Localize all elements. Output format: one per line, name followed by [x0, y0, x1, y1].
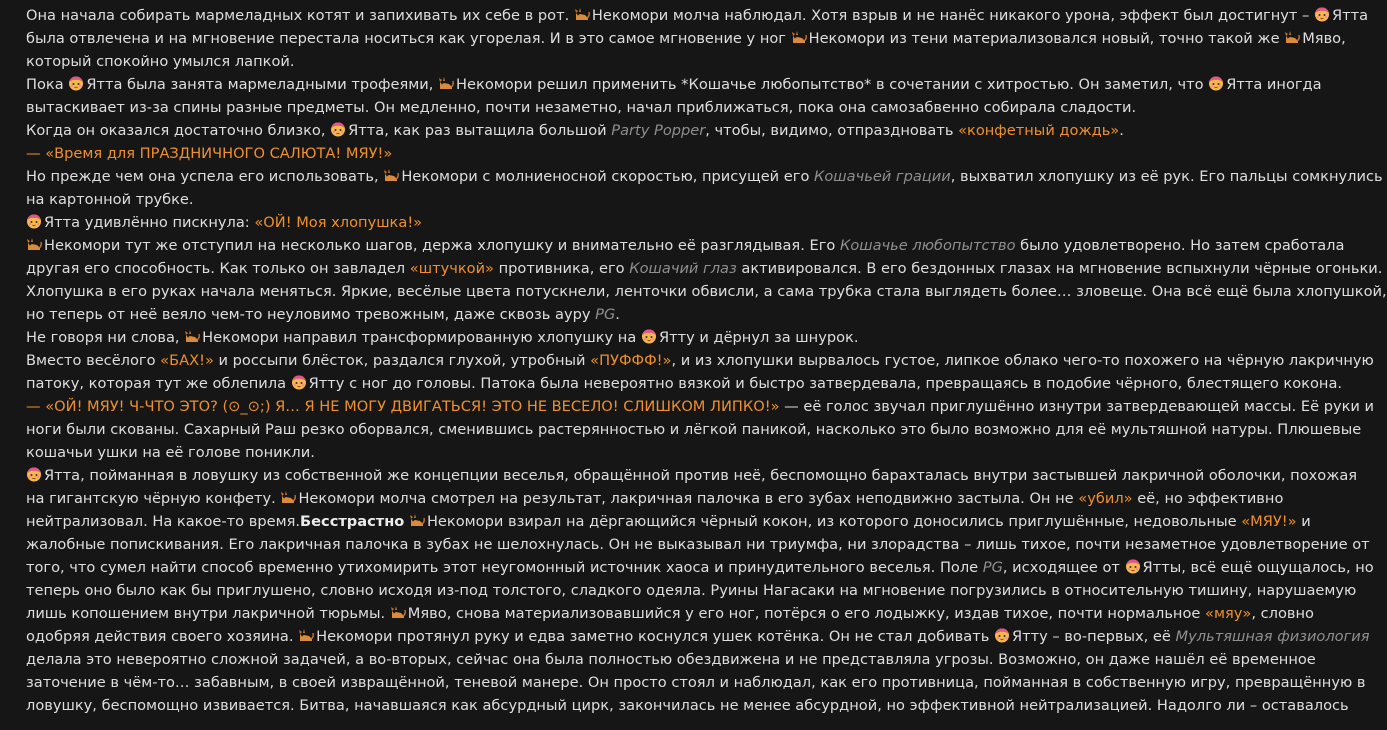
text-segment: кошачьи ушки на её голове поникли.	[26, 444, 315, 461]
text-segment: но теперь от неё веяло чем-то неуловимо тревожным, даже сквозь ауру	[26, 306, 596, 323]
girl-face-icon	[994, 627, 1010, 643]
text-segment: противника, его	[493, 260, 630, 277]
girl-face-icon	[1208, 75, 1224, 91]
text-segment: жалобные попискивания. Его лакричная палочка в зубах не шелохнулась. Он не выказывал ни триумфа, ни злорадства – лишь тихое, почти незаметное удовлетворение от	[26, 536, 1370, 553]
text-line	[26, 96, 1346, 119]
cat-icon	[26, 236, 42, 252]
term-text: Кошачьей грации	[814, 168, 951, 185]
term-text: PG	[595, 306, 616, 323]
girl-face-icon	[26, 466, 42, 482]
text-segment: делала это невероятно сложной задачей, а во-вторых, сейчас она была полностью обездвижена и не представляла угрозы. Возможно, он даже нашёл её временное	[26, 651, 1316, 668]
text-line	[26, 165, 1383, 188]
cat-icon	[574, 6, 590, 22]
text-segment: на гигантскую чёрную конфету.	[26, 490, 281, 507]
text-segment: Ятту – во-первых, её	[1011, 628, 1176, 645]
text-line	[26, 579, 1357, 602]
text-segment: который спокойно умылся лапкой.	[26, 53, 295, 70]
quoted-speech: «убил»	[1078, 490, 1133, 507]
text-segment: Вместо весёлого	[26, 352, 161, 369]
term-text: Мультяшная физиология	[1175, 628, 1370, 645]
text-segment: , словно	[1251, 605, 1314, 622]
text-segment: — её голос звучал приглушённо изнутри затвердевающей массы. Её руки и	[779, 398, 1375, 415]
quoted-speech: «МЯУ!»	[1241, 513, 1297, 530]
text-segment: была отвлечена и на мгновение перестала носиться как угорелая. И в это самое мгновение у ног	[26, 30, 791, 47]
text-segment: Ятта	[1331, 7, 1369, 24]
text-segment: Некомори направил трансформированную хлопушку на	[202, 329, 641, 346]
text-line	[26, 188, 1346, 211]
quoted-speech: «конфетный дождь»	[958, 122, 1120, 139]
text-segment: Ятта была занята мармеладными трофеями,	[86, 76, 439, 93]
text-line	[26, 303, 1346, 326]
text-segment: .	[615, 306, 620, 323]
girl-face-icon	[291, 374, 307, 390]
cat-icon	[184, 328, 200, 344]
girl-face-icon	[330, 121, 346, 137]
text-line	[26, 142, 1346, 165]
text-segment: и россыпи блёсток, раздался глухой, утробный	[213, 352, 591, 369]
text-segment: , и из хлопушки вырвалось густое, липкое облако чего-то похожего на чёрную лакричную	[671, 352, 1374, 369]
cat-icon	[390, 604, 406, 620]
text-line	[26, 211, 1346, 234]
text-segment: Некомори решил применить *Кошачье любопытство* в сочетании с хитростью. Он заметил, что	[456, 76, 1209, 93]
text-segment: Ятта, пойманная в ловушку из собственной же концепции веселья, обращённой против неё, беспомощно барахталась внутри застывшей лакричной оболочки, похожая	[44, 467, 1358, 484]
girl-face-icon	[68, 75, 84, 91]
text-segment: лишь копошением внутри лакричной тюрьмы.	[26, 605, 390, 622]
term-text: PG	[982, 559, 1003, 576]
text-segment: и	[1296, 513, 1311, 530]
text-segment: патоку, которая тут же облепила	[26, 375, 291, 392]
text-line	[26, 395, 1375, 418]
cat-icon	[298, 627, 314, 643]
text-segment: Некомори с молниеносной скоростью, присущей его	[401, 168, 815, 185]
bottom-fade	[0, 720, 1387, 730]
girl-face-icon	[26, 213, 42, 229]
text-line	[26, 464, 1358, 487]
quoted-speech: «штучкой»	[409, 260, 494, 277]
text-segment: Некомори молча смотрел на результат, лакричная палочка в его зубах неподвижно застыла. Он не	[298, 490, 1079, 507]
text-segment: Ятта удивлённо пискнула:	[44, 214, 255, 231]
text-segment: Пока	[26, 76, 69, 93]
text-segment: Некомори из тени материализовался новый, точно такой же	[808, 30, 1285, 47]
text-segment: Хлопушка в его руках начала меняться. Яркие, весёлые цвета потускнели, ленточки обвисли, а сама трубка стала выглядеть более… зловеще. Она всё ещё была хлопушкой,	[26, 283, 1387, 300]
text-segment: Ятту с ног до головы. Патока была невероятно вязкой и быстро затвердевала, превращаясь в подобие чёрного, блестящего кокона.	[308, 375, 1343, 392]
text-line	[26, 418, 1362, 441]
text-line	[26, 602, 1346, 625]
girl-face-icon	[1125, 558, 1141, 574]
girl-face-icon	[1314, 6, 1330, 22]
text-segment: Ятту и дёрнул за шнурок.	[658, 329, 859, 346]
quoted-speech: «ПУФФФ!»	[590, 352, 672, 369]
text-segment: Она начала собирать мармеладных котят и запихивать их себе в рот.	[26, 7, 574, 24]
text-line	[26, 694, 1349, 717]
cat-icon	[791, 29, 807, 45]
quoted-speech: — «ОЙ! МЯУ! Ч-ЧТО ЭТО? (⊙_⊙;) Я… Я НЕ МОГУ ДВИГАТЬСЯ! ЭТО НЕ ВЕСЕЛО! СЛИШКОМ ЛИПКО!»	[26, 398, 780, 415]
text-segment: того, что сумел найти способ временно утихомирить этот неугомонный источник хаоса и принудительного веселья. Поле	[26, 559, 983, 576]
text-line	[26, 441, 1346, 464]
text-segment: Не говоря ни слова,	[26, 329, 185, 346]
text-segment: , выхватил хлопушку из её рук. Его пальцы сомкнулись	[950, 168, 1383, 185]
quoted-speech: «мяу»	[1205, 605, 1252, 622]
text-segment: Мяво,	[1302, 30, 1346, 47]
text-segment: теперь оно было как бы приглушено, словно исходя из-под толстого, сладкого одеяла. Руины Нагасаки на мгновение погрузились в относительную тишину, нарушаемую	[26, 582, 1357, 599]
text-line	[26, 4, 1369, 27]
text-line	[26, 671, 1366, 694]
cat-icon	[280, 489, 296, 505]
text-line	[26, 27, 1346, 50]
text-line	[26, 510, 1346, 533]
text-line	[26, 648, 1346, 671]
quoted-speech: «ОЙ! Моя хлопушка!»	[254, 214, 423, 231]
text-segment: Некомори молча наблюдал. Хотя взрыв и не нанёс никакого урона, эффект был достигнут –	[591, 7, 1314, 24]
text-segment: Ятты, всё ещё ощущалось, но	[1142, 559, 1374, 576]
text-segment: , исходящее от	[1002, 559, 1125, 576]
text-segment: Некомори протянул руку и едва заметно коснулся ушек котёнка. Он не стал добивать	[316, 628, 994, 645]
text-segment: .	[1119, 122, 1124, 139]
text-segment: было удовлетворено. Но затем сработала	[1015, 237, 1345, 254]
text-segment: ловушку, беспомощно извивается. Битва, начавшаяся как абсурдный цирк, закончилась не менее абсурдной, но эффективной нейтрализацией. Надолго ли – оставалось	[26, 697, 1349, 714]
cat-icon	[409, 512, 425, 528]
text-segment: одобряя действия своего хозяина.	[26, 628, 299, 645]
text-line	[26, 280, 1387, 303]
text-line	[26, 50, 1346, 73]
quoted-speech: — «Время для ПРАЗДНИЧНОГО САЛЮТА! МЯУ!»	[26, 145, 393, 162]
text-segment: Когда он оказался достаточно близко,	[26, 122, 331, 139]
text-segment: на картонной трубке.	[26, 191, 194, 208]
term-text: Кошачий глаз	[629, 260, 737, 277]
text-line	[26, 73, 1346, 96]
text-segment: Некомори взирал на дёргающийся чёрный кокон, из которого доносились приглушённые, недовольные	[426, 513, 1242, 530]
cat-icon	[438, 75, 454, 91]
text-segment: заточение в чём-то… забавным, в своей извращённой, теневой манере. Он просто стоял и наблюдал, как его противница, пойманная в собственную игру, превращённую в	[26, 674, 1366, 691]
text-segment: вытаскивает из-за спины разные предметы. Он медленно, почти незаметно, начал приближаться, пока она самозабвенно собирала сладости.	[26, 99, 1137, 116]
girl-face-icon	[641, 328, 657, 344]
text-segment: Но прежде чем она успела его использовать,	[26, 168, 384, 185]
text-line	[26, 326, 1346, 349]
text-segment: нейтрализовал. На какое-то время.	[26, 513, 301, 530]
text-line	[26, 487, 1346, 510]
text-line	[26, 234, 1346, 257]
text-segment: Мяво, снова материализовавшийся у его ног, потёрся о его лодыжку, издав тихое, почти нормальное	[407, 605, 1206, 622]
text-segment: активировался. В его бездонных глазах на мгновение вспыхнули чёрные огоньки.	[736, 260, 1383, 277]
text-line	[26, 349, 1374, 372]
text-line	[26, 372, 1346, 395]
text-line	[26, 533, 1370, 556]
text-segment: Некомори тут же отступил на несколько шагов, держа хлопушку и внимательно её разглядывая. Его	[44, 237, 840, 254]
text-segment: её, но эффективно	[1132, 490, 1284, 507]
text-line	[26, 257, 1383, 280]
term-text: Party Popper	[611, 122, 706, 139]
text-segment: , чтобы, видимо, отпраздновать	[705, 122, 959, 139]
text-line	[26, 625, 1370, 648]
text-segment: Ятта иногда	[1226, 76, 1322, 93]
text-line	[26, 556, 1374, 579]
quoted-speech: «БАХ!»	[160, 352, 214, 369]
cat-icon	[1284, 29, 1300, 45]
text-segment: ноги были скованы. Сахарный Раш резко оборвался, сменившись растерянностью и лёгкой паникой, насколько это было возможно для её мультяшной натуры. Плюшевые	[26, 421, 1362, 438]
cat-icon	[383, 167, 399, 183]
text-segment: Ятта, как раз вытащила большой	[348, 122, 612, 139]
text-segment: другая его способность. Как только он завладел	[26, 260, 410, 277]
term-text: Кошачье любопытство	[839, 237, 1016, 254]
bold-text: Бесстрастно	[300, 513, 405, 530]
text-line	[26, 119, 1346, 142]
